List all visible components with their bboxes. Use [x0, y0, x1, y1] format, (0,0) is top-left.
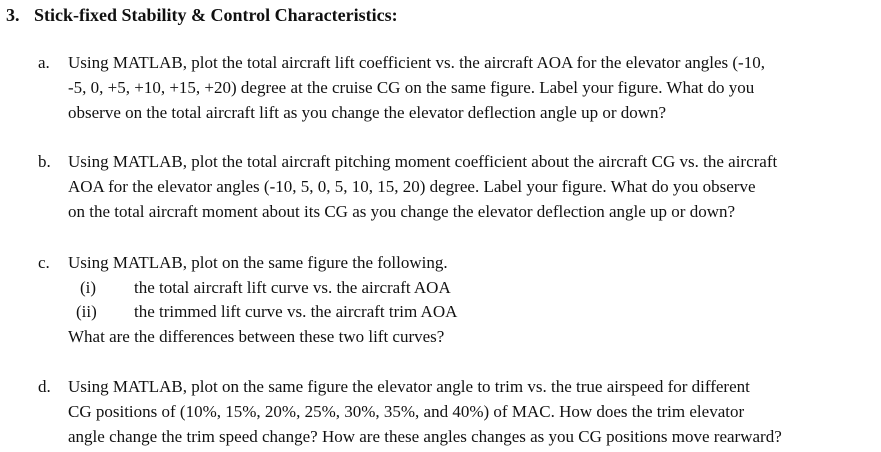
part-b-line-2: AOA for the elevator angles (-10, 5, 0, 5, 10, 15, 20) degree. Label your figure. What do you observe — [68, 177, 756, 196]
part-a-line-3: observe on the total aircraft lift as you change the elevator deflection angle up or down? — [68, 103, 667, 122]
question-heading — [6, 5, 398, 26]
subitem-text: the trimmed lift curve vs. the aircraft trim AOA — [134, 302, 458, 321]
part-c-intro: Using MATLAB, plot on the same figure the following. — [68, 253, 448, 272]
part-d-marker: d. — [38, 377, 51, 396]
part-b-marker: b. — [38, 152, 51, 171]
part-d-line-2: CG positions of (10%, 15%, 20%, 25%, 30%, 35%, and 40%) of MAC. How does the trim elevator — [68, 402, 745, 421]
part-d-line-1: Using MATLAB, plot on the same figure the elevator angle to trim vs. the true airspeed for different — [68, 377, 750, 396]
part-c-closing: What are the differences between these two lift curves? — [68, 327, 445, 346]
part-a-line-2: -5, 0, +5, +10, +15, +20) degree at the cruise CG on the same figure. Label your figure. What do you — [68, 78, 755, 97]
question-title: Stick-fixed Stability & Control Characteristics: — [34, 5, 398, 25]
part-b-line-3: on the total aircraft moment about its CG as you change the elevator deflection angle up or down? — [68, 202, 736, 221]
part-d-line-3: angle change the trim speed change? How are these angles changes as you CG positions move rearward? — [68, 427, 782, 446]
part-b-line-1: Using MATLAB, plot the total aircraft pitching moment coefficient about the aircraft CG vs. the aircraft — [68, 152, 778, 171]
subitem-marker: (i) — [80, 278, 97, 297]
part-c-marker: c. — [38, 253, 50, 272]
part-a-line-1: Using MATLAB, plot the total aircraft lift coefficient vs. the aircraft AOA for the elevator angles (-10, — [68, 53, 765, 72]
subitem-text: the total aircraft lift curve vs. the aircraft AOA — [134, 278, 451, 297]
question-number: 3. — [6, 5, 20, 25]
subitem-marker: (ii) — [76, 302, 97, 321]
part-a-marker: a. — [38, 53, 50, 72]
